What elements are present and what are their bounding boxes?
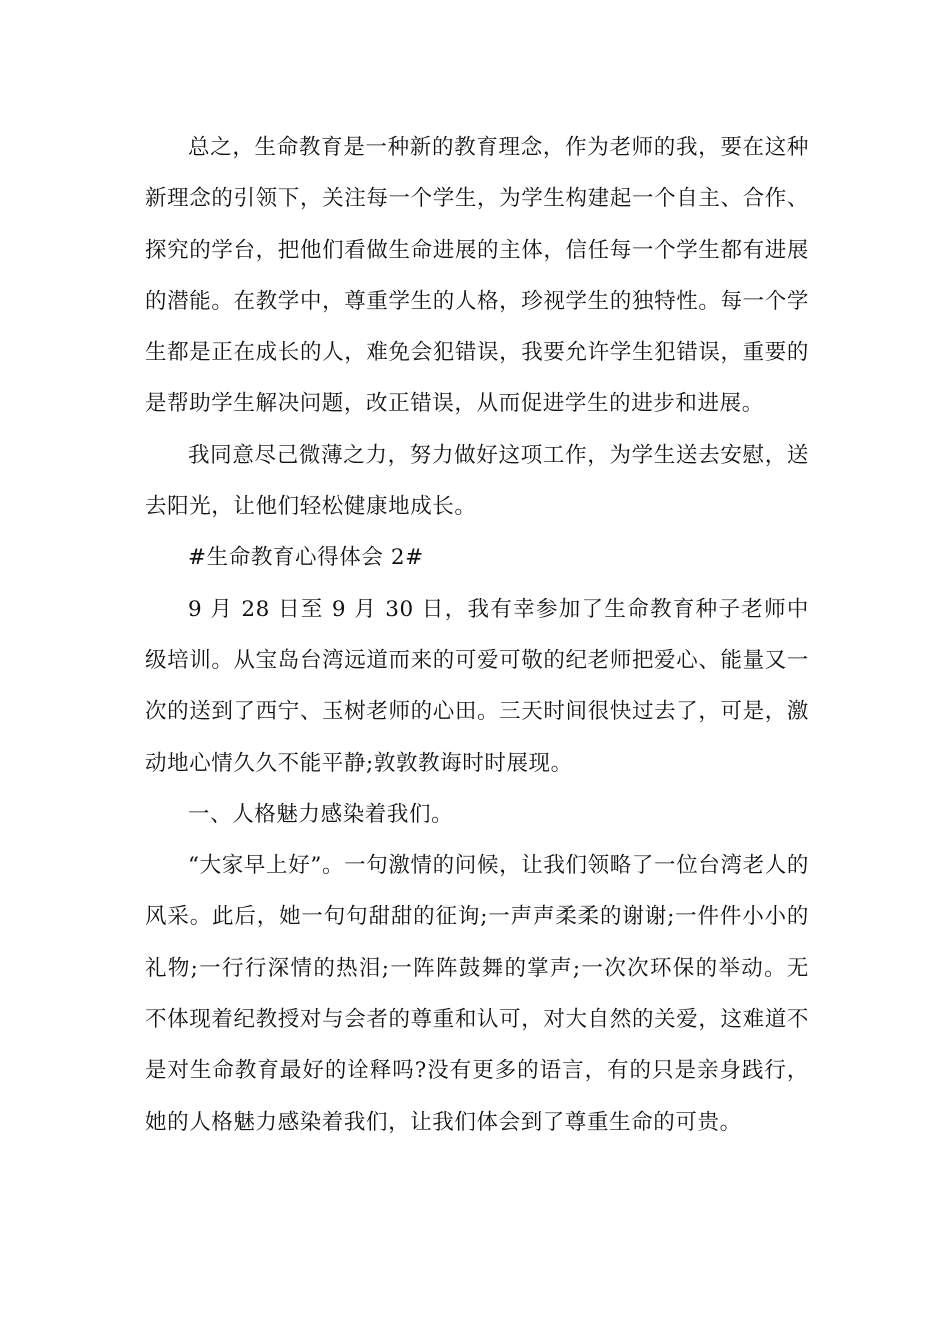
section-heading: #生命教育心得体会 2# [188,545,424,571]
paragraph-greeting: “大家早上好”。一句激情的问候，让我们领略了一位台湾老人的风采。此后，她一句句甜甜的征询;一声声柔柔的谢谢;一件件小小的礼物;一行行深情的热泪;一阵阵鼓舞的掌声;一次次环保的举动。无不体现着纪教授对与会者的尊重和认可，对大自然的关爱，这难道不是对生命教育最好的诠释吗?没有更多的语言，有的只是亲身践行，她的人格魅力感染着我们，让我们体会到了尊重生命的可贵。 [145,853,809,1135]
subheading-personality: 一、人格魅力感染着我们。 [188,801,454,827]
paragraph-training: 9 月 28 日至 9 月 30 日，我有幸参加了生命教育种子老师中级培训。从宝岛台湾远道而来的可爱可敬的纪老师把爱心、能量又一次的送到了西宁、玉树老师的心田。三天时间很快过去了，可是，激动地心情久久不能平静;敦敦教诲时时展现。 [145,596,809,776]
paragraph-commitment: 我同意尽己微薄之力，努力做好这项工作，为学生送去安慰，送去阳光，让他们轻松健康地成长。 [145,442,809,520]
paragraph-summary: 总之，生命教育是一种新的教育理念，作为老师的我，要在这种新理念的引领下，关注每一个学生，为学生构建起一个自主、合作、探究的学台，把他们看做生命进展的主体，信任每一个学生都有进展的潜能。在教学中，尊重学生的人格，珍视学生的独特性。每一个学生都是正在成长的人，难免会犯错误，我要允许学生犯错误，重要的是帮助学生解决问题，改正错误，从而促进学生的进步和进展。 [145,135,809,417]
document-body [145,122,809,1148]
